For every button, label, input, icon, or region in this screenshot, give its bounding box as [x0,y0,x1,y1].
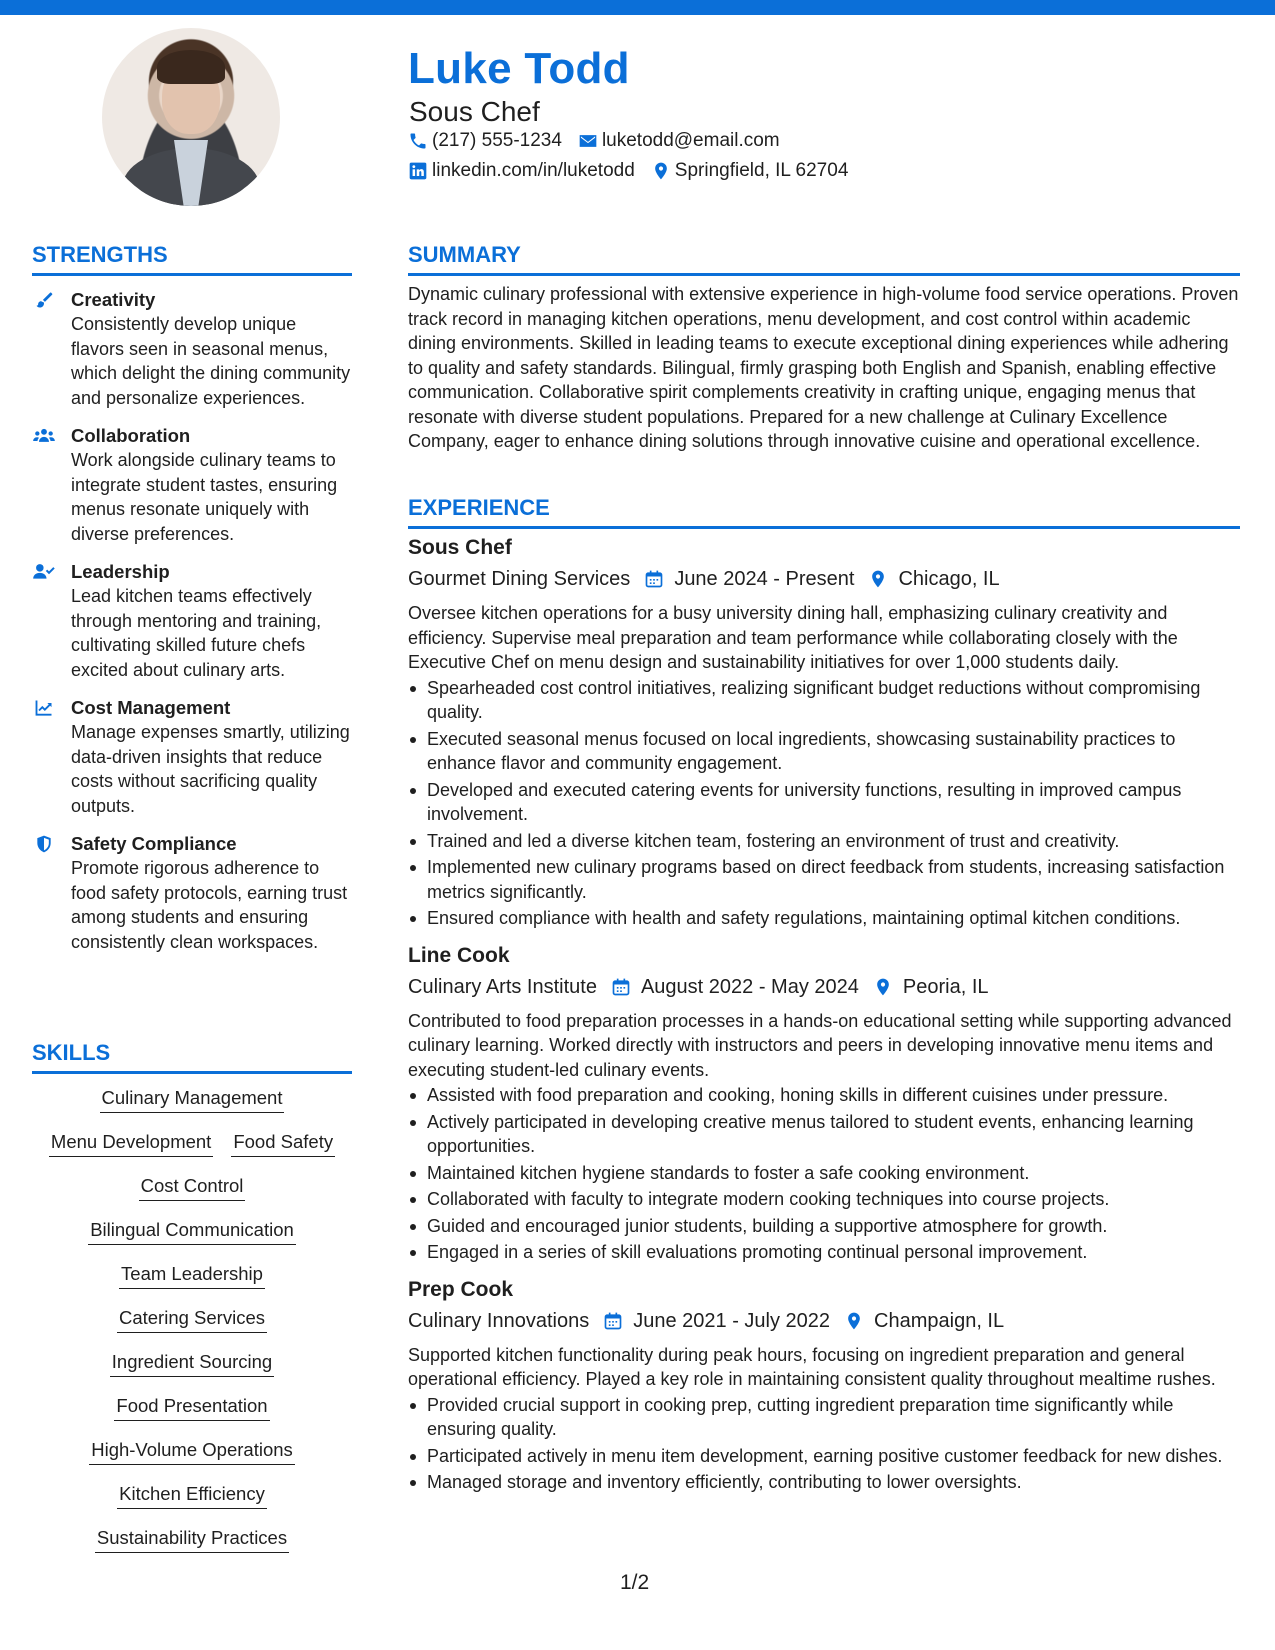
job-meta [408,971,1240,1003]
brush-icon [32,290,56,310]
job-location: Chicago, IL [898,568,1000,590]
profile-photo [102,28,280,206]
skill-tag: Cost Control [139,1174,246,1201]
chart-line-icon [32,698,56,718]
job-dates: June 2021 - July 2022 [633,1309,831,1332]
job-company: Culinary Innovations [408,1309,590,1332]
strengths-rule [32,273,352,276]
summary-heading: SUMMARY [408,242,521,267]
job-description: Contributed to food preparation processes in a hands-on educational setting while supporting advanced culinary learning. Worked directly with instructors and peers in developing innovative menu items and executing student-led culinary events. [408,1010,1232,1080]
job-bullet: Developed and executed catering events for university functions, resulting in improved campus involvement. [408,778,1240,827]
map-pin-icon [651,161,671,181]
skill-tag: Catering Services [117,1306,267,1333]
job-description: Oversee kitchen operations for a busy university dining hall, emphasizing culinary creativity and efficiency. Supervise meal preparation and team performance while collaborating closely with the Executive Chef on menu design and sustainability initiatives for over 1,000 students daily. [408,603,1178,672]
job-meta [408,563,1240,595]
skill-tag: Team Leadership [119,1262,265,1289]
linkedin-icon [408,161,428,181]
phone-icon [408,131,428,151]
job-bullet: Managed storage and inventory efficiently, contributing to lower oversights. [408,1470,1240,1495]
strength-item [32,696,352,818]
skills-list [32,1086,352,1570]
candidate-title: Sous Chef [409,96,540,127]
skill-tag: Sustainability Practices [95,1526,289,1553]
users-icon [32,426,56,446]
job-bullet: Assisted with food preparation and cooking, honing skills in different cuisines under pressure. [408,1083,1240,1108]
strengths-list [32,288,352,968]
strength-title: Cost Management [71,697,231,718]
strength-desc: Manage expenses smartly, utilizing data-driven insights that reduce costs without sacrificing quality outputs. [71,722,350,816]
location-item [651,160,849,182]
phone-text: (217) 555-1234 [432,130,562,151]
strength-desc: Lead kitchen teams effectively through mentoring and training, cultivating skilled future chefs excited about culinary arts. [71,586,322,680]
strength-item [32,424,352,546]
job-bullet: Participated actively in menu item development, earning positive customer feedback for new dishes. [408,1444,1240,1469]
experience-heading: EXPERIENCE [408,495,550,520]
calendar-icon [644,569,664,589]
strength-desc: Consistently develop unique flavors seen in seasonal menus, which delight the dining community and personalize experiences. [71,314,351,408]
strength-item [32,560,352,682]
experience-list [408,533,1240,1505]
location-text: Springfield, IL 62704 [674,160,849,181]
job-bullet: Provided crucial support in cooking prep, cutting ingredient preparation time significantly while ensuring quality. [408,1393,1240,1442]
job-title: Sous Chef [408,536,512,559]
job-bullet: Engaged in a series of skill evaluations promoting continual personal improvement. [408,1240,1240,1265]
contact-row-1 [408,130,780,152]
skills-heading: SKILLS [32,1040,111,1065]
skill-tag: Food Safety [231,1130,335,1157]
strength-item [32,288,352,410]
skill-tag: Ingredient Sourcing [110,1350,274,1377]
email-item [578,130,780,152]
job-entry [408,1275,1240,1495]
top-accent-bar [0,0,1275,15]
job-bullet: Guided and encouraged junior students, building a supportive atmosphere for growth. [408,1214,1240,1239]
job-bullet: Trained and led a diverse kitchen team, fostering an environment of trust and creativity. [408,829,1240,854]
job-bullet: Collaborated with faculty to integrate modern cooking techniques into course projects. [408,1187,1240,1212]
job-title: Line Cook [408,943,510,967]
skill-tag: Kitchen Efficiency [117,1482,267,1509]
strength-title: Creativity [71,289,156,310]
calendar-icon [603,1311,623,1331]
user-check-icon [32,562,56,582]
job-company: Culinary Arts Institute [408,975,597,998]
map-pin-icon [844,1311,864,1331]
job-bullet: Spearheaded cost control initiatives, realizing significant budget reductions without compromising quality. [408,676,1240,725]
job-bullet: Implemented new culinary programs based on direct feedback from students, increasing satisfaction metrics significantly. [408,855,1240,904]
summary-text: Dynamic culinary professional with extensive experience in high-volume food service operations. Proven track record in managing kitchen operations, menu development, and cost control within academic dining environments. Skilled in leading teams to execute exceptional dining experiences while adhering to quality and safety standards. Bilingual, firmly grasping both English and Spanish, enabling effective communication. Collaborative spirit complements creativity in crafting unique, engaging menus that resonate with diverse student populations. Prepared for a new challenge at Culinary Excellence Company, eager to enhance dining solutions through innovative cuisine and operational excellence. [408,284,1239,451]
job-bullets [408,676,1240,931]
strength-title: Leadership [71,561,170,582]
shield-icon [32,834,56,854]
map-pin-icon [868,569,888,589]
job-entry [408,533,1240,931]
job-description: Supported kitchen functionality during peak hours, focusing on ingredient preparation and general operational efficiency. Played a key role in maintaining consistent quality throughout mealtime rushes. [408,1344,1216,1389]
job-title: Prep Cook [408,1277,514,1301]
email-text: luketodd@email.com [601,130,780,151]
experience-rule [408,526,1240,529]
candidate-name: Luke Todd [408,44,630,93]
job-entry [408,941,1240,1265]
strength-desc: Promote rigorous adherence to food safety protocols, earning trust among students and ensuring consistently clean workspaces. [71,858,348,952]
summary-rule [408,273,1240,276]
job-meta [408,1305,1240,1337]
job-bullets [408,1083,1240,1265]
skill-tag: High-Volume Operations [89,1438,295,1465]
page-number: 1/2 [620,1571,650,1594]
job-dates: August 2022 - May 2024 [640,975,859,998]
linkedin-text: linkedin.com/in/luketodd [432,160,635,181]
envelope-icon [578,131,598,151]
skills-rule [32,1071,352,1074]
linkedin-item [408,160,635,182]
job-bullet: Executed seasonal menus focused on local ingredients, showcasing sustainability practices to enhance flavor and community engagement. [408,727,1240,776]
job-bullet: Actively participated in developing creative menus tailored to student events, enhancing learning opportunities. [408,1110,1240,1159]
calendar-icon [611,977,631,997]
job-bullets [408,1393,1240,1495]
strengths-heading: STRENGTHS [32,242,168,267]
strength-item [32,832,352,954]
map-pin-icon [873,977,893,997]
phone-item [408,130,562,152]
skill-tag: Menu Development [49,1130,213,1157]
job-dates: June 2024 - Present [674,568,855,590]
strength-title: Collaboration [71,425,191,446]
skill-tag: Culinary Management [100,1086,285,1113]
contact-row-2 [408,160,848,182]
strength-desc: Work alongside culinary teams to integrate student tastes, ensuring menus resonate uniquely with diverse preferences. [71,450,338,544]
job-location: Peoria, IL [902,975,989,998]
strength-title: Safety Compliance [71,833,237,854]
job-bullet: Ensured compliance with health and safety regulations, maintaining optimal kitchen conditions. [408,906,1240,931]
job-bullet: Maintained kitchen hygiene standards to foster a safe cooking environment. [408,1161,1240,1186]
skill-tag: Food Presentation [114,1394,269,1421]
job-location: Champaign, IL [874,1309,1005,1332]
job-company: Gourmet Dining Services [408,568,631,590]
skill-tag: Bilingual Communication [88,1218,296,1245]
